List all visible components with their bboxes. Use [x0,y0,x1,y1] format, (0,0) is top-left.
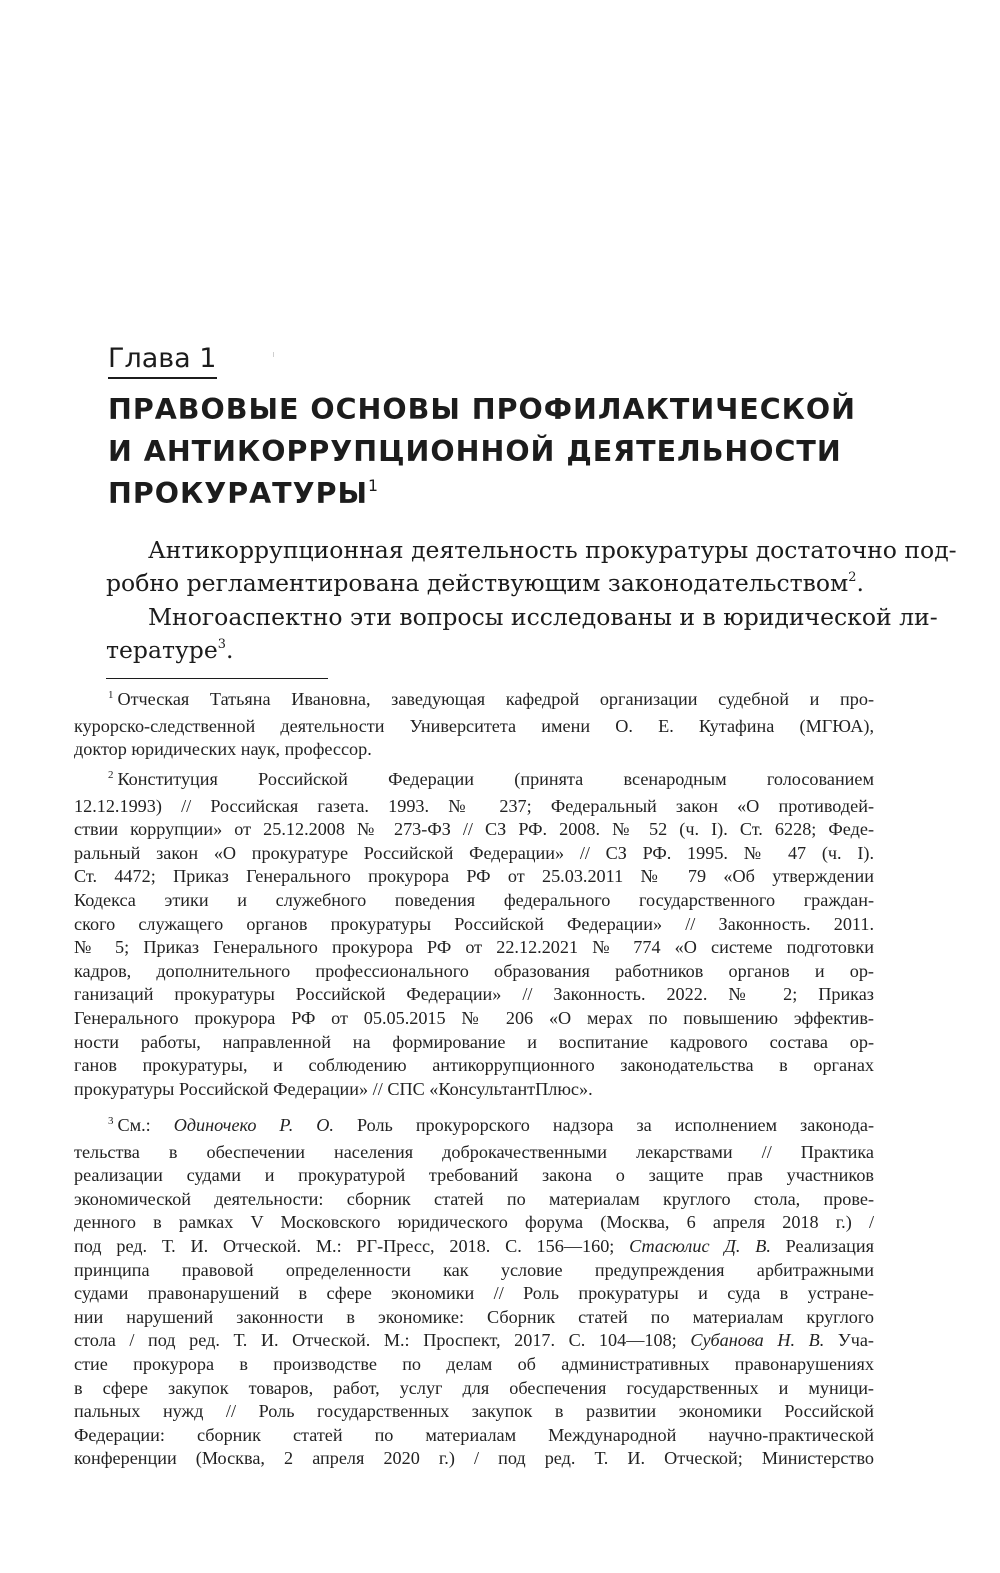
footnote-text: стола / под ред. Т. И. Отческой. М.: Проспект, 2017. С. 104—108; [74,1330,691,1351]
footnote-text: Уча- [824,1330,874,1351]
footnote-line: Кодекса этики и служебного поведения федерального государственного граждан- [74,889,874,910]
footnote-text: См.: [117,1115,174,1135]
paragraph-1 [106,534,957,604]
footnote-line: Ст. 4472; Приказ Генерального прокурора РФ от 25.03.2011 № 79 «Об утверждении [74,866,874,887]
footnote-ref: 1 [368,476,379,496]
footnote-number: 1 [108,689,114,702]
author-name: Одиночеко Р. О. [173,1115,334,1135]
footnote-line: судами правонарушений в сфере экономики // Роль прокуратуры и суда в устране- [74,1283,874,1304]
chapter-title-line: ПРАВОВЫЕ ОСНОВЫ ПРОФИЛАКТИЧЕСКОЙ [108,393,856,426]
paragraph-2 [106,601,938,671]
footnote-line: ганизаций прокуратуры Российской Федерации» // Законность. 2022. № 2; Приказ [74,984,874,1005]
footnote-number: 3 [108,1115,114,1128]
paragraph-line [106,634,874,671]
chapter-title-line: И АНТИКОРРУПЦИОННОЙ ДЕЯТЕЛЬНОСТИ [108,435,842,468]
footnote-2 [74,768,874,1101]
footnote-line: 12.12.1993) // Российская газета. 1993. № 237; Федеральный закон «О противодей- [74,795,874,816]
footnote-text: под ред. Т. И. Отческой. М.: РГ-Пресс, 2018. С. 156—160; [74,1235,630,1256]
footnote-1 [74,688,874,762]
footnote-line: курорско-следственной деятельности Университета имени О. Е. Кутафина (МГЮА), [74,715,874,736]
footnote-line [74,1114,874,1141]
chapter-title [108,389,908,519]
scan-artifact [273,352,274,357]
footnote-line: ности работы, направленной на формирование и воспитание кадрового состава ор- [74,1031,874,1052]
footnote-line: ствии коррупции» от 25.12.2008 № 273-ФЗ // СЗ РФ. 2008. № 52 (ч. I). Ст. 6228; Феде- [74,819,874,840]
footnote-line: пальных нужд // Роль государственных закупок в развитии экономики Российской [74,1401,874,1422]
paragraph-line [106,567,874,604]
footnote-line: денного в рамках V Московского юридического форума (Москва, 6 апреля 2018 г.) / [74,1212,874,1233]
footnote-line [74,1329,874,1353]
footnote-number: 2 [108,769,114,782]
footnote-separator [106,678,328,679]
footnote-line: Федерации: сборник статей по материалам Международной научно-практической [74,1424,874,1445]
paragraph-punct: . [225,636,234,664]
footnote-line: ганов прокуратуры, и соблюдению антикоррупционного законодательства в органах [74,1055,874,1076]
author-name: Субанова Н. В. [690,1330,825,1351]
chapter-title-line [108,473,908,519]
footnote-line: реализации судами и прокуратурой требований закона о защите прав участников [74,1165,874,1186]
footnote-line [74,768,874,795]
footnote-line: тельства в обеспечении населения доброкачественными лекарствами // Практика [74,1141,874,1162]
footnote-3 [74,1114,874,1471]
chapter-title-text: ПРОКУРАТУРЫ [108,477,369,510]
footnote-line: кадров, дополнительного профессионального образования работников органов и ор- [74,960,874,981]
footnote-line: Генерального прокурора РФ от 05.05.2015 № 206 «О мерах по повышению эффектив- [74,1007,874,1028]
footnote-text: Отческая Татьяна Ивановна, заведующая кафедрой организации судебной и про- [117,689,874,709]
paragraph-text: тературе [106,636,218,664]
footnote-text: Конституция Российской Федерации (принята всенародным голосованием [117,769,874,789]
paragraph-punct: . [856,569,864,597]
footnote-line: доктор юридических наук, профессор. [74,739,372,760]
footnote-line: ского служащего органов прокуратуры Российской Федерации» // Законность. 2011. [74,913,874,934]
footnote-line: нии нарушений законности в экономике: Сборник статей по материалам круглого [74,1306,874,1327]
footnote-text: Реализация [770,1235,874,1256]
footnote-line: прокуратуры Российской Федерации» // СПС «КонсультантПлюс». [74,1078,593,1099]
footnote-text: Роль прокурорского надзора за исполнением законода- [333,1115,875,1135]
footnote-line: конференции (Москва, 2 апреля 2020 г.) / под ред. Т. И. Отческой; Министерство [74,1448,874,1469]
footnote-line: № 5; Приказ Генерального прокурора РФ от 22.12.2021 № 774 «О системе подготовки [74,937,874,958]
footnote-line [74,1235,874,1259]
paragraph-text: робно регламентирована действующим законодательством [106,569,849,597]
footnote-line: стие прокурора в производстве по делам об административных правонарушениях [74,1353,874,1374]
author-name: Стасюлис Д. В. [629,1235,771,1256]
chapter-label: Глава 1 [108,342,217,379]
footnote-line: в сфере закупок товаров, работ, услуг для обеспечения государственных и муници- [74,1377,874,1398]
footnote-line: ральный закон «О прокуратуре Российской Федерации» // СЗ РФ. 1995. № 47 (ч. I). [74,842,874,863]
footnote-line: принципа правовой определенности как условие предупреждения арбитражными [74,1259,874,1280]
footnote-line [74,688,874,715]
footnote-ref: 3 [217,637,226,653]
footnote-ref: 2 [848,570,857,586]
footnote-line: экономической деятельности: сборник статей по материалам круглого стола, прове- [74,1188,874,1209]
paragraph-line: Антикоррупционная деятельность прокуратуры достаточно под- [148,536,957,564]
paragraph-line: Многоаспектно эти вопросы исследованы и в юридической ли- [148,603,938,631]
